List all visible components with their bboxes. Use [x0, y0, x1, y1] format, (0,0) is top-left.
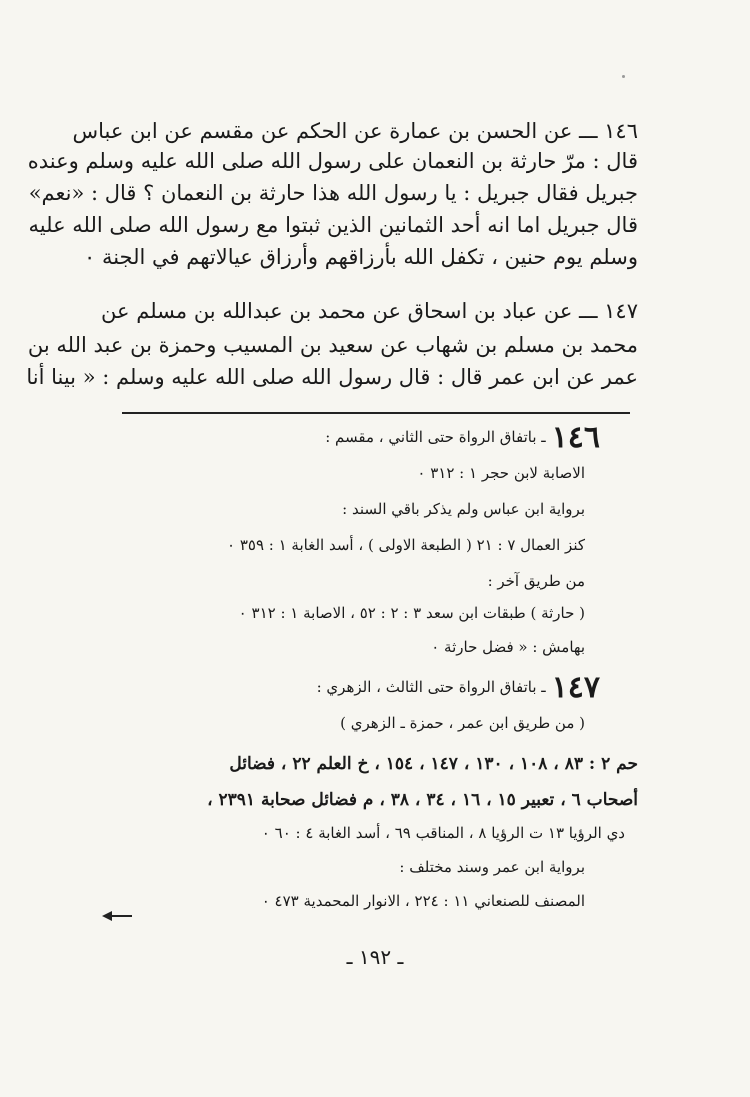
footnote-line: الاصابة لابن حجر ١ : ٣١٢ ٠ — [417, 464, 585, 482]
footnote-146-heading — [325, 420, 600, 455]
page-number: ـ ١٩٢ ـ — [346, 945, 404, 969]
main-text-line: قال : مرّ حارثة بن النعمان على رسول الله صلى الله عليه وسلم وعنده — [27, 149, 638, 173]
footnote-line: المصنف للصنعاني ١١ : ٢٢٤ ، الانوار المحمدية ٤٧٣ ٠ — [261, 892, 585, 910]
footnote-separator — [122, 412, 630, 414]
footnote-147-number: ١٤٧ — [551, 670, 600, 705]
footnote-line: من طريق آخر : — [487, 572, 585, 590]
footnote-146-number: ١٤٦ — [551, 420, 600, 455]
main-text-line: قال جبريل اما انه أحد الثمانين الذين ثبتوا مع رسول الله صلى الله عليه — [28, 213, 638, 237]
main-text-line: عمر عن ابن عمر قال : قال رسول الله صلى الله عليه وسلم : « بينا أنا — [26, 365, 638, 389]
footnote-line: ( حارثة ) طبقات ابن سعد ٣ : ٢ : ٥٢ ، الاصابة ١ : ٣١٢ ٠ — [238, 604, 585, 622]
footnote-line: كنز العمال ٧ : ٢١ ( الطبعة الاولى ) ، أسد الغابة ١ : ٣٥٩ ٠ — [226, 536, 585, 554]
footnote-147-subtitle: ( من طريق ابن عمر ، حمزة ـ الزهري ) — [340, 714, 585, 732]
main-text-line: ١٤٦ ـــ عن الحسن بن عمارة عن الحكم عن مقسم عن ابن عباس — [72, 119, 638, 143]
footnote-146-title: ـ باتفاق الرواة حتى الثاني ، مقسم : — [325, 428, 546, 446]
main-text-line: وسلم يوم حنين ، تكفل الله بأرزاقهم وأرزاق عيالاتهم في الجنة ٠ — [83, 245, 638, 269]
footnote-line: برواية ابن عمر وسند مختلف : — [399, 858, 585, 876]
continuation-arrow-icon — [104, 915, 132, 917]
reference-line: أصحاب ٦ ، تعبير ١٥ ، ١٦ ، ٣٤ ، ٣٨ ، م فضائل صحابة ٢٣٩١ ، — [207, 790, 638, 810]
main-text-line: جبريل فقال جبريل : يا رسول الله هذا حارثة بن النعمان ؟ قال : «نعم» — [28, 181, 638, 205]
footnote-line: بهامش : « فضل حارثة ٠ — [431, 638, 585, 656]
reference-line: دي الرؤيا ١٣ ت الرؤيا ٨ ، المناقب ٦٩ ، أسد الغابة ٤ : ٦٠ ٠ — [261, 824, 625, 842]
scan-speck — [622, 75, 625, 78]
footnote-147-title: ـ باتفاق الرواة حتى الثالث ، الزهري : — [316, 678, 546, 696]
main-text-line: ١٤٧ ـــ عن عباد بن اسحاق عن محمد بن عبدالله بن مسلم عن — [101, 299, 638, 323]
footnote-147-heading — [316, 670, 600, 705]
footnote-line: برواية ابن عباس ولم يذكر باقي السند : — [342, 500, 585, 518]
reference-line: حم ٢ : ٨٣ ، ١٠٨ ، ١٣٠ ، ١٤٧ ، ١٥٤ ، خ العلم ٢٢ ، فضائل — [229, 754, 638, 774]
main-text-line: محمد بن مسلم بن شهاب عن سعيد بن المسيب وحمزة بن عبد الله بن — [27, 333, 638, 357]
